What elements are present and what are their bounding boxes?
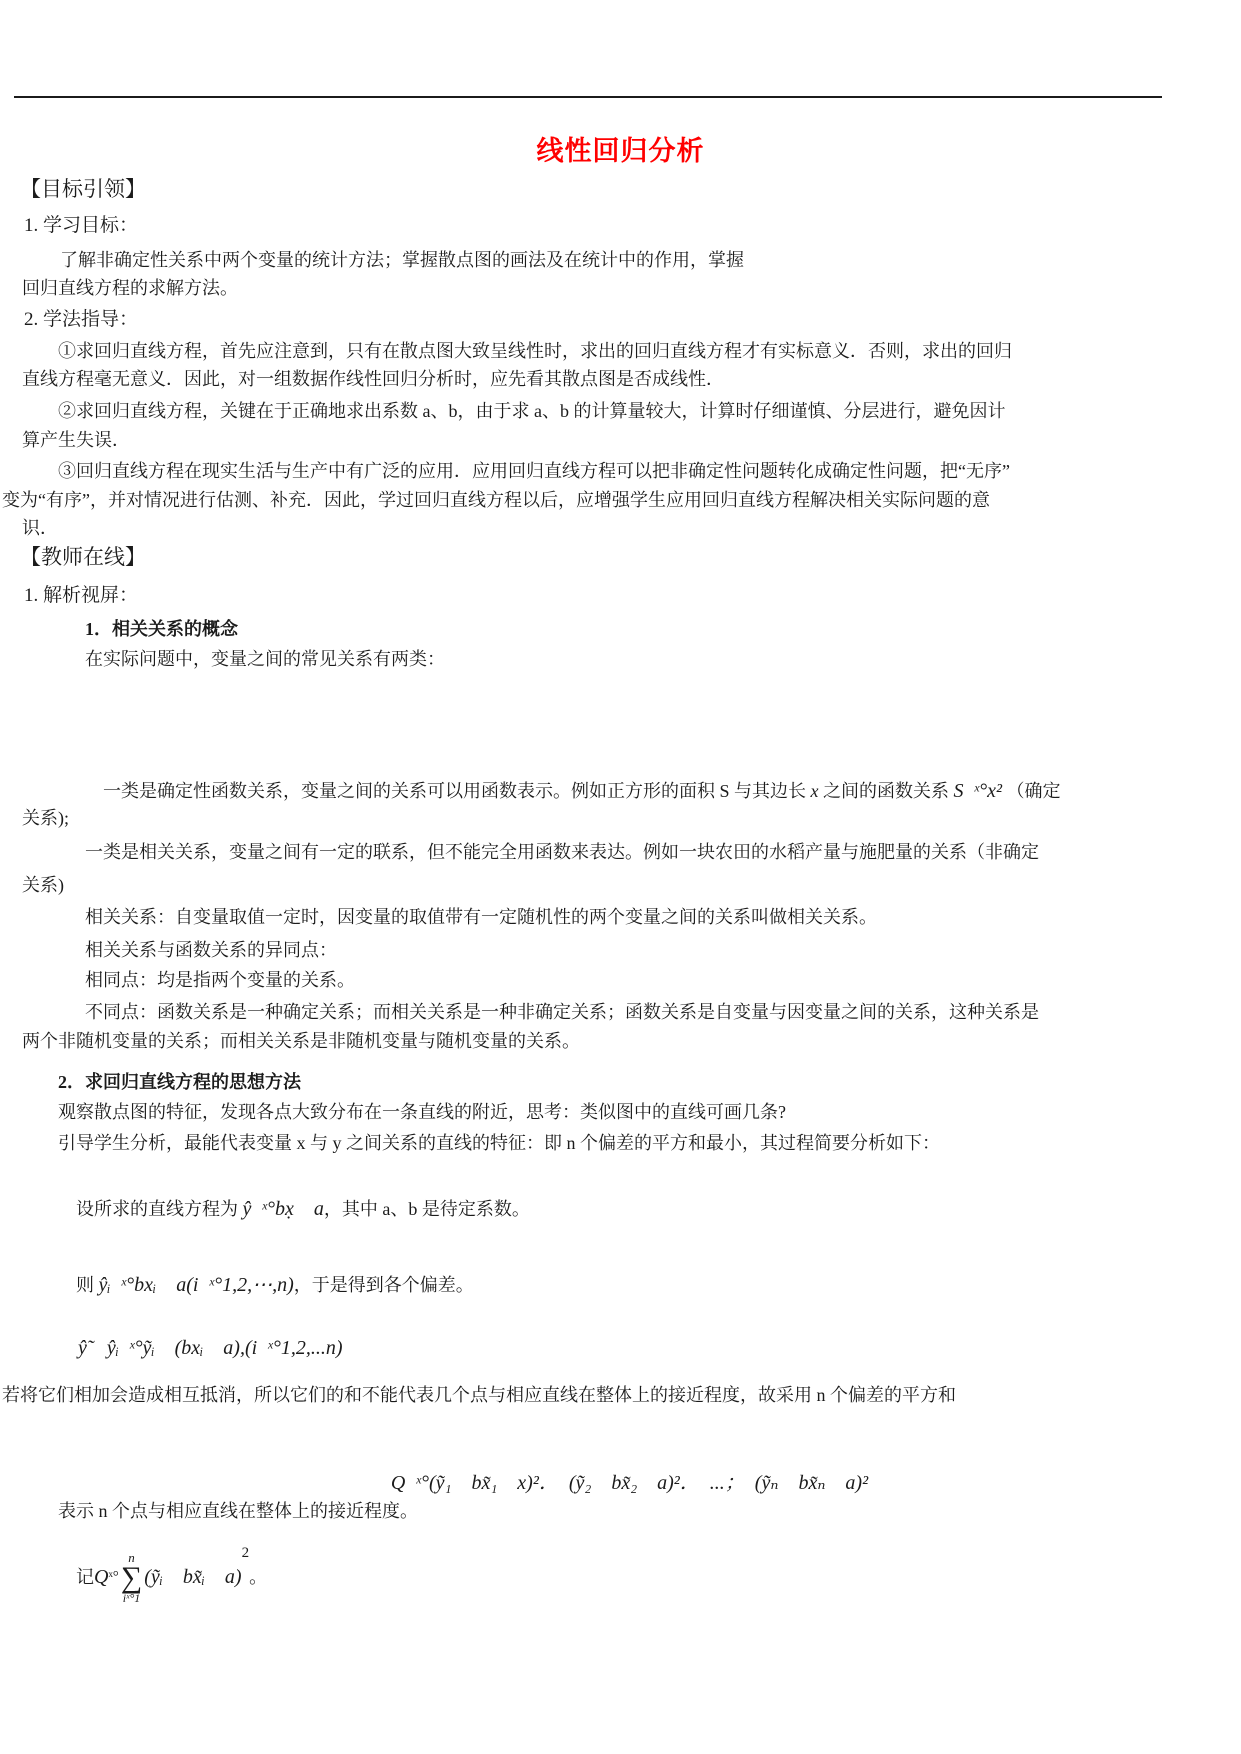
formula-yi-hat: ŷᵢ ˣ°bxᵢ a(i ˣ°1,2,⋯,n) (98, 1273, 294, 1296)
formula-set-line (58, 1174, 530, 1244)
formula-s-equals-x2: S ˣ°x² (953, 779, 1003, 802)
analysis-item: 1. 解析视屏： (24, 585, 139, 606)
guide-line: 引导学生分析，最能代表变量 x 与 y 之间关系的直线的特征：即 n 个偏差的平方和最小，其过程简要分析如下： (58, 1133, 940, 1153)
formula-deviation (60, 1313, 342, 1383)
goal-text-2: 回归直线方程的求解方法。 (22, 278, 238, 298)
sigma-icon: ∑ (120, 1560, 143, 1594)
heading-concept: 1．相关关系的概念 (85, 619, 238, 639)
doc-title: 线性回归分析 (536, 136, 705, 166)
goal-item-1: 1. 学习目标： (24, 215, 139, 236)
method-note-3c: 识． (22, 518, 58, 538)
observe-line: 观察散点图的特征，发现各点大致分布在一条直线的附近，思考：类似图中的直线可画几条? (58, 1102, 786, 1122)
formula-y-hat: ŷ ˣ°bx̣ a (242, 1197, 324, 1220)
def-related: 相关关系：自变量取值一定时，因变量的取值带有一定随机性的两个变量之间的关系叫做相关关系。 (85, 907, 877, 927)
method-note-3a: ③回归直线方程在现实生活与生产中有广泛的应用．应用回归直线方程可以把非确定性问题转化成确定性问题，把“无序” (58, 461, 1010, 481)
sum-q-var: Q (94, 1565, 109, 1588)
formula-sum-q (58, 1528, 267, 1627)
corrupted-equals-icon: ˣ° (108, 1568, 119, 1585)
method-note-1a: ①求回归直线方程，首先应注意到，只有在散点图大致呈线性时，求出的回归直线方程才有实标意义．否则，求出的回归 (58, 341, 1012, 361)
sum-exponent: 2 (241, 1544, 250, 1561)
formula-then-line (58, 1250, 474, 1320)
method-note-3b: 变为“有序”，并对情况进行估测、补充．因此，学过回归直线方程以后，应增强学生应用回归直线方程解决相关实际问题的意 (2, 490, 990, 510)
sum-end: 。 (249, 1567, 268, 1587)
section-goal-header: 【目标引领】 (20, 177, 146, 201)
sum-prefix: 记 (76, 1567, 94, 1587)
header-rule (14, 96, 1162, 98)
method-note-2a: ②求回归直线方程，关键在于正确地求出系数 a、b，由于求 a、b 的计算量较大，计算时仔细谨慎、分层进行，避免因计 (58, 401, 1006, 421)
heading-method: 2．求回归直线方程的思想方法 (58, 1072, 301, 1092)
concept-intro: 在实际问题中，变量之间的常见关系有两类： (85, 649, 445, 669)
represent-line: 表示 n 个点与相应直线在整体上的接近程度。 (58, 1501, 418, 1521)
method-note-2b: 算产生失误． (22, 430, 130, 450)
then-post: ，于是得到各个偏差。 (293, 1274, 474, 1295)
type1-mid: 之间的函数关系 (818, 780, 954, 801)
type1-pre: 一类是确定性函数关系，变量之间的关系可以用函数表示。例如正方形的面积 S 与其边长 (103, 780, 811, 801)
type2-line: 一类是相关关系，变量之间有一定的联系，但不能完全用函数来表达。例如一块农田的水稻产量与施肥量的关系（非确定 (85, 842, 1039, 862)
sigma-upper-limit: n (128, 1549, 135, 1565)
sigma-stack (121, 1551, 142, 1605)
sum-body: (ỹᵢ bx̃ᵢ a) (144, 1565, 242, 1588)
method-note-1b: 直线方程毫无意义．因此，对一组数据作线性回归分析时，应先看其散点图是否成线性． (22, 369, 724, 389)
formula-deviation-math: ŷ̃ ŷᵢ ˣ°ỹᵢ (bxᵢ a),(i ˣ°1,2,...n) (78, 1336, 343, 1359)
diff-header: 相关关系与函数关系的异同点： (85, 940, 337, 960)
then-pre: 则 (76, 1274, 99, 1295)
set-post: ，其中 a、b 是待定系数。 (323, 1198, 530, 1219)
formula-q-expanded-math: Q ˣ°(ỹ₁ bx̃₁ x)²． (ỹ₂ bx̃₂ a)²． ...； (ỹₙ bx̃ₙ a)² (390, 1471, 869, 1494)
var-x: x (810, 780, 819, 801)
type2-tail: 关系) (22, 875, 64, 895)
diff-point-2: 两个非随机变量的关系；而相关关系是非随机变量与随机变量的关系。 (22, 1031, 580, 1051)
goal-item-2: 2. 学法指导： (24, 309, 139, 330)
sigma-lower-limit: iˣ°1 (122, 1591, 141, 1605)
section-teacher-header: 【教师在线】 (20, 545, 146, 569)
type1-line (85, 756, 1061, 826)
same-point: 相同点：均是指两个变量的关系。 (85, 970, 355, 990)
goal-text-1: 了解非确定性关系中两个变量的统计方法；掌握散点图的画法及在统计中的作用，掌握 (60, 250, 744, 270)
set-pre: 设所求的直线方程为 (76, 1198, 243, 1219)
type1-post: （确定 (1002, 780, 1061, 801)
diff-point-1: 不同点：函数关系是一种确定关系；而相关关系是一种非确定关系；函数关系是自变量与因变量之间的关系，这种关系是 (85, 1002, 1039, 1022)
sum-desc: 若将它们相加会造成相互抵消，所以它们的和不能代表几个点与相应直线在整体上的接近程度，故采用 n 个偏差的平方和 (2, 1385, 956, 1405)
type1-tail: 关系); (22, 808, 69, 828)
